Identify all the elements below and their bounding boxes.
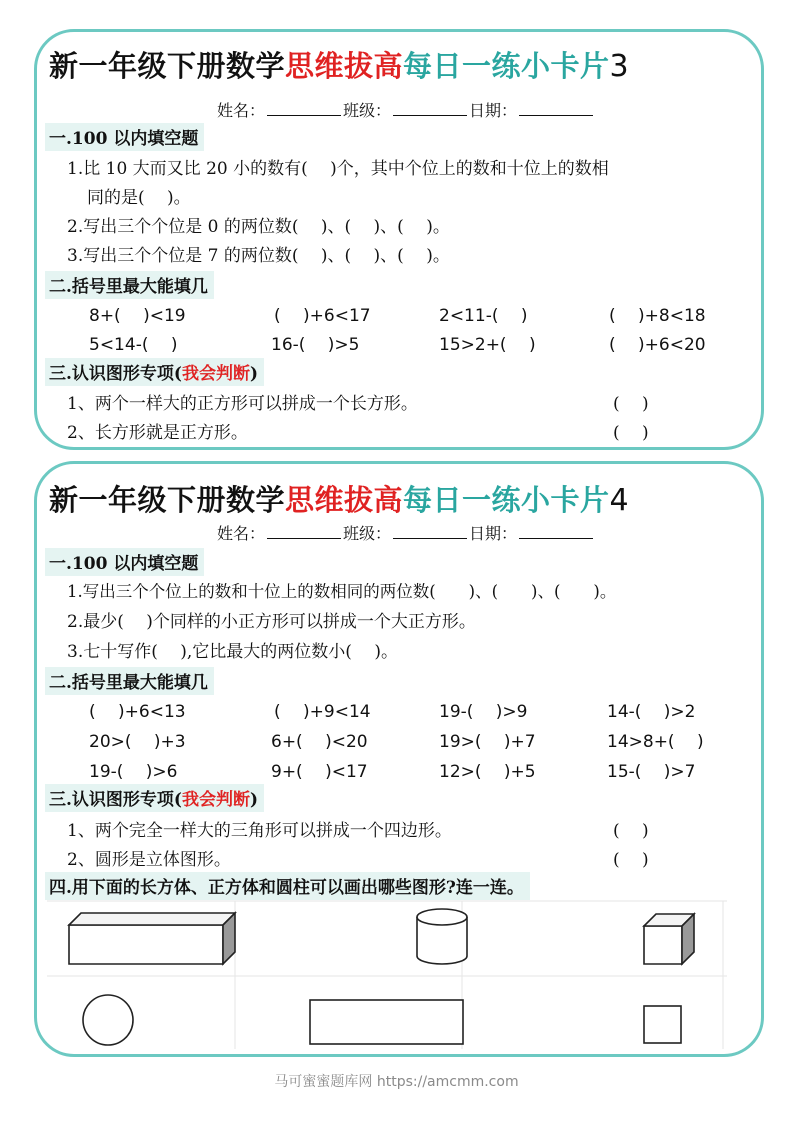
inequality-item: ( )+9<14	[274, 702, 371, 722]
section-heading-shapes: 三.认识图形专项(我会判断)	[45, 358, 264, 386]
cuboid-figure[interactable]	[69, 913, 235, 964]
inequality-item: 19-( )>9	[439, 702, 528, 722]
question-2: 2.写出三个个位是 0 的两位数( )、( )、( )。	[67, 217, 450, 237]
card-title: 新一年级下册数学思维拔高每日一练小卡片3	[49, 49, 630, 84]
rectangle-shape[interactable]	[310, 1000, 463, 1044]
inequality-item: ( )+6<20	[609, 335, 706, 355]
question-1-line-1: 1.比 10 大而又比 20 小的数有( )个，其中个位上的数和十位上的数相	[67, 159, 609, 179]
date-blank[interactable]	[519, 101, 593, 116]
question-2: 2.最少( )个同样的小正方形可以拼成一个大正方形。	[67, 612, 476, 632]
judgement-item-2: 2、长方形就是正方形。	[67, 423, 248, 443]
question-3: 3.七十写作( ),它比最大的两位数小( )。	[67, 642, 398, 662]
judgement-answer-1[interactable]: ( )	[613, 821, 649, 841]
inequality-item: 20>( )+3	[89, 732, 186, 752]
circle-shape[interactable]	[83, 995, 133, 1045]
section-heading-matching: 四.用下面的长方体、正方体和圆柱可以画出哪些图形?连一连。	[45, 872, 530, 900]
inequality-item: 9+( )<17	[271, 762, 368, 782]
inequality-item: 19>( )+7	[439, 732, 536, 752]
card-title: 新一年级下册数学思维拔高每日一练小卡片4	[49, 483, 630, 518]
question-3: 3.写出三个个位是 7 的两位数( )、( )、( )。	[67, 246, 450, 266]
judgement-item-2: 2、圆形是立体图形。	[67, 850, 231, 870]
student-info-row: 姓名： 班级： 日期：	[217, 521, 595, 544]
name-blank[interactable]	[267, 101, 341, 116]
class-blank[interactable]	[393, 101, 467, 116]
cube-figure[interactable]	[644, 914, 694, 964]
section-heading-fill-blank: 一.100 以内填空题	[45, 548, 204, 576]
judgement-answer-1[interactable]: ( )	[613, 394, 649, 414]
cylinder-figure[interactable]	[417, 909, 467, 964]
inequality-item: 8+( )<19	[89, 306, 186, 326]
inequality-item: 12>( )+5	[439, 762, 536, 782]
practice-card-3	[34, 29, 764, 450]
inequality-item: ( )+6<17	[274, 306, 371, 326]
inequality-item: ( )+6<13	[89, 702, 186, 722]
inequality-item: 19-( )>6	[89, 762, 178, 782]
inequality-item: 5<14-( )	[89, 335, 178, 355]
inequality-item: 14-( )>2	[607, 702, 696, 722]
footer-watermark: 马可蜜蜜题库网 https://amcmm.com	[274, 1074, 519, 1090]
inequality-item: ( )+8<18	[609, 306, 706, 326]
section-heading-fill-blank: 一.100 以内填空题	[45, 123, 204, 151]
judgement-answer-2[interactable]: ( )	[613, 423, 649, 443]
student-info-row: 姓名： 班级： 日期：	[217, 98, 595, 121]
inequality-item: 14>8+( )	[607, 732, 704, 752]
inequality-item: 16-( )>5	[271, 335, 360, 355]
inequality-item: 15>2+( )	[439, 335, 536, 355]
inequality-item: 15-( )>7	[607, 762, 696, 782]
section-heading-shapes: 三.认识图形专项(我会判断)	[45, 784, 264, 812]
inequality-item: 6+( )<20	[271, 732, 368, 752]
judgement-item-1: 1、两个完全一样大的三角形可以拼成一个四边形。	[67, 821, 452, 841]
practice-card-4	[34, 461, 764, 1057]
section-heading-max-number: 二.括号里最大能填几	[45, 271, 214, 299]
inequality-item: 2<11-( )	[439, 306, 528, 326]
matching-figures	[37, 464, 761, 1054]
section-heading-max-number: 二.括号里最大能填几	[45, 667, 214, 695]
square-shape[interactable]	[644, 1006, 681, 1043]
question-1-line-2: 同的是( )。	[87, 188, 191, 208]
judgement-answer-2[interactable]: ( )	[613, 850, 649, 870]
judgement-item-1: 1、两个一样大的正方形可以拼成一个长方形。	[67, 394, 418, 414]
question-1: 1.写出三个个位上的数和十位上的数相同的两位数( )、( )、( )。	[67, 582, 617, 601]
